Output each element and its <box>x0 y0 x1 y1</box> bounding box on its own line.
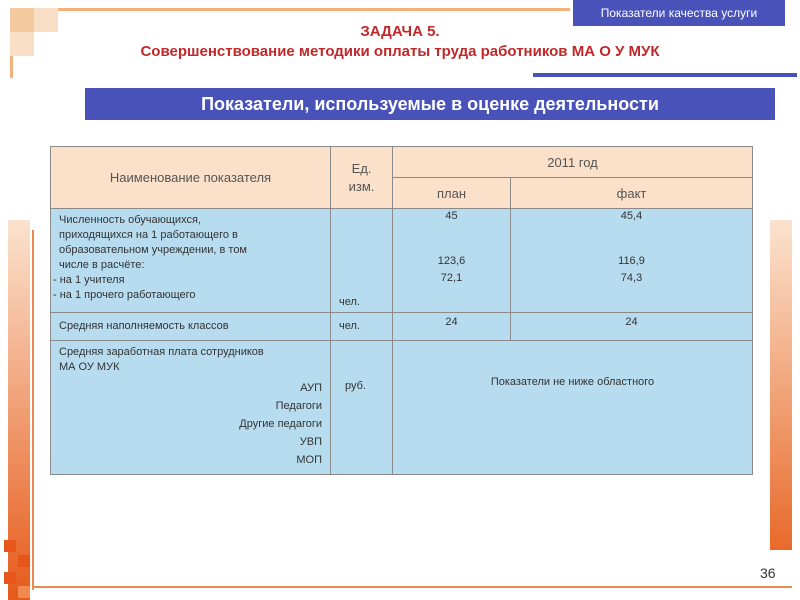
sub-item: МОП <box>296 454 322 466</box>
column-header-unit-line2: изм. <box>348 178 375 194</box>
section-tab: Показатели качества услуги <box>573 0 785 26</box>
row-name-line: Численность обучающихся, <box>59 214 201 226</box>
row-name-line: Средняя заработная плата сотрудников <box>59 346 264 358</box>
row-name-line: - на 1 учителя <box>53 274 125 286</box>
merged-value: Показатели не ниже областного <box>490 376 655 388</box>
fact-value: 116,9 <box>618 255 645 267</box>
row-unit: чел. <box>339 296 360 308</box>
row-name: Средняя наполняемость классов <box>59 320 229 332</box>
plan-value: 24 <box>445 316 458 328</box>
plan-value: 123,6 <box>437 255 466 267</box>
plan-value: 72,1 <box>440 272 463 284</box>
row-name <box>51 209 330 307</box>
row-name-line: числе в расчёте: <box>59 259 145 271</box>
header-divider <box>533 73 797 77</box>
plan-value: 45 <box>445 210 458 222</box>
row-plan-cell <box>393 313 511 341</box>
decor-square <box>10 8 34 32</box>
decor-bottom-line <box>32 586 792 588</box>
decor-square <box>18 555 30 567</box>
row-name <box>51 341 330 379</box>
task-description: Совершенствование методики оплаты труда работников МА О У МУК <box>140 43 660 60</box>
column-header-name: Наименование показателя <box>51 147 331 209</box>
task-title <box>40 22 760 62</box>
fact-value: 74,3 <box>620 272 643 284</box>
sub-item: АУП <box>300 382 322 394</box>
table-row <box>51 313 753 341</box>
row-fact-cell <box>511 313 753 341</box>
sub-item: УВП <box>299 436 322 448</box>
column-header-unit <box>331 147 393 209</box>
fact-value: 45,4 <box>620 210 643 222</box>
row-name-line: приходящихся на 1 работающего в <box>59 229 238 241</box>
decor-top-band <box>10 8 570 11</box>
column-header-fact: факт <box>511 178 753 209</box>
row-name-cell <box>51 313 331 341</box>
column-header-unit-line1: Ед. <box>351 160 372 176</box>
sub-items <box>51 379 330 469</box>
row-name-line: МА ОУ МУК <box>59 361 120 373</box>
decor-left-line <box>32 230 34 590</box>
column-header-plan: план <box>393 178 511 209</box>
sub-item: Педагоги <box>275 400 322 412</box>
table-row <box>51 341 753 475</box>
row-unit: руб. <box>345 380 366 392</box>
row-name-cell <box>51 209 331 313</box>
row-name-line: - на 1 прочего работающего <box>53 289 196 301</box>
section-banner: Показатели, используемые в оценке деятельности <box>85 88 775 120</box>
row-name-cell <box>51 341 331 475</box>
row-unit-cell <box>331 209 393 313</box>
indicators-table <box>50 146 753 475</box>
fact-value: 24 <box>625 316 638 328</box>
sub-item: Другие педагоги <box>239 418 322 430</box>
decor-right-gradient <box>770 220 792 550</box>
decor-square <box>4 572 16 584</box>
page-number: 36 <box>760 565 776 581</box>
row-plan-cell <box>393 209 511 313</box>
decor-square <box>10 32 34 56</box>
column-header-year: 2011 год <box>393 147 753 178</box>
row-unit-cell <box>331 341 393 475</box>
row-unit-cell <box>331 313 393 341</box>
row-fact-cell <box>511 209 753 313</box>
row-name-line: образовательном учреждении, в том <box>59 244 247 256</box>
table-row <box>51 209 753 313</box>
task-number: ЗАДАЧА 5. <box>360 23 440 40</box>
decor-square <box>4 540 16 552</box>
row-unit: чел. <box>339 320 360 332</box>
decor-square <box>18 586 30 598</box>
row-merged-cell <box>393 341 753 475</box>
